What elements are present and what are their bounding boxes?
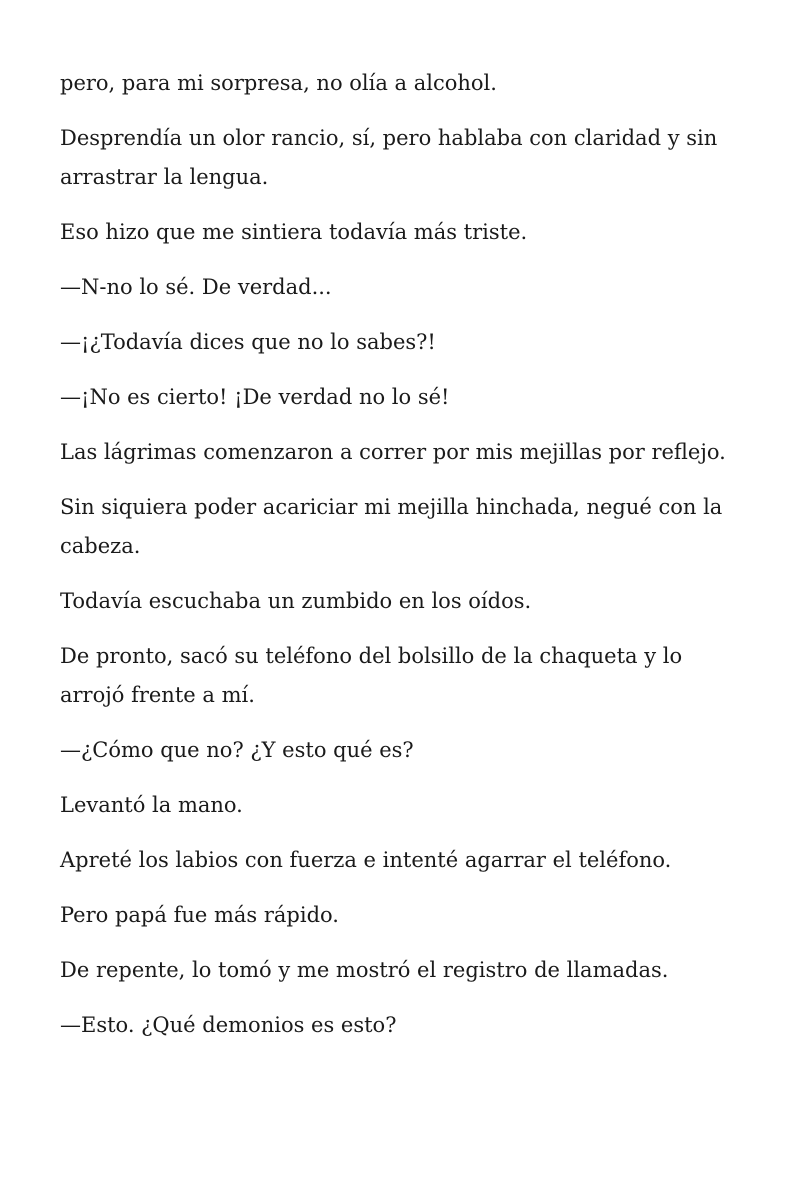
paragraph-5: —¡¿Todavía dices que no lo sabes?!	[60, 330, 436, 354]
book-page-text	[60, 64, 750, 1061]
paragraph-8: Sin siquiera poder acariciar mi mejilla hinchada, negué con la cabeza.	[60, 495, 723, 558]
paragraph-3: Eso hizo que me sintiera todavía más triste.	[60, 220, 528, 244]
paragraph-16: —Esto. ¿Qué demonios es esto?	[60, 1013, 397, 1037]
paragraph-13: Apreté los labios con fuerza e intenté agarrar el teléfono.	[60, 848, 672, 872]
paragraph-4: —N-no lo sé. De verdad...	[60, 275, 332, 299]
paragraph-15: De repente, lo tomó y me mostró el registro de llamadas.	[60, 958, 669, 982]
paragraph-9: Todavía escuchaba un zumbido en los oídos.	[60, 589, 532, 613]
paragraph-12: Levantó la mano.	[60, 793, 243, 817]
paragraph-6: —¡No es cierto! ¡De verdad no lo sé!	[60, 385, 450, 409]
paragraph-11: —¿Cómo que no? ¿Y esto qué es?	[60, 738, 414, 762]
paragraph-14: Pero papá fue más rápido.	[60, 903, 339, 927]
paragraph-1: pero, para mi sorpresa, no olía a alcohol.	[60, 71, 497, 95]
paragraph-2: Desprendía un olor rancio, sí, pero hablaba con claridad y sin arrastrar la lengua.	[60, 126, 718, 189]
paragraph-10: De pronto, sacó su teléfono del bolsillo de la chaqueta y lo arrojó frente a mí.	[60, 644, 683, 707]
paragraph-7: Las lágrimas comenzaron a correr por mis mejillas por reflejo.	[60, 440, 726, 464]
